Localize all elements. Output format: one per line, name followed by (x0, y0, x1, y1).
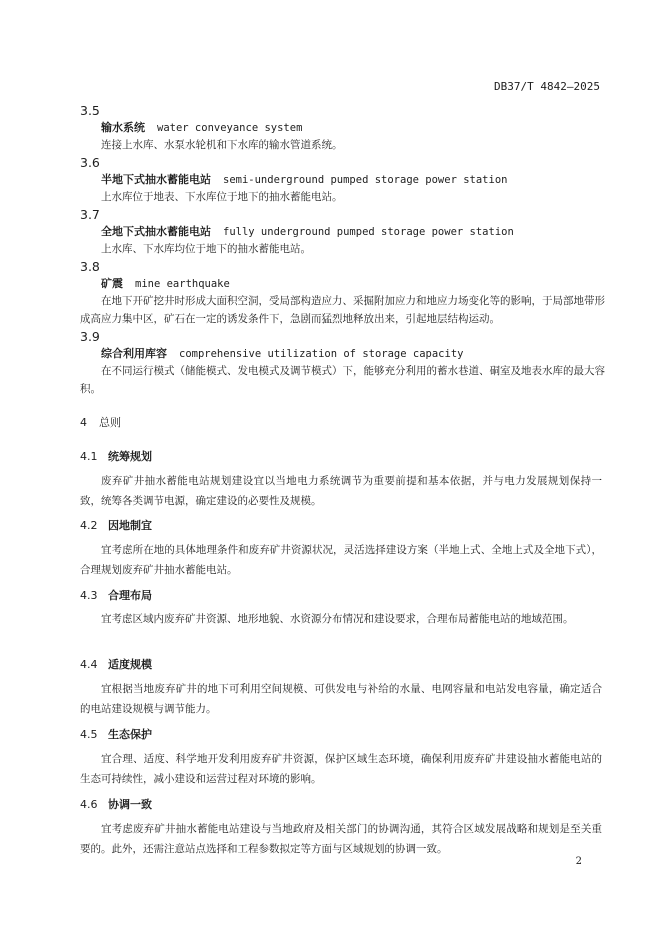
section-number: 4.2 (80, 519, 98, 532)
section-heading (80, 726, 152, 742)
section-heading (80, 517, 152, 533)
term-number: 3.6 (80, 155, 100, 170)
chapter-title: 总则 (99, 416, 121, 429)
document-number: DB37/T 4842—2025 (494, 80, 600, 93)
section-body: 宜考虑区域内废弃矿井资源、地形地貌、水资源分布情况和建设要求，合理布局蓄能电站的地域范围。 (101, 613, 574, 625)
term-entry (80, 206, 610, 258)
chapter-heading (80, 414, 121, 430)
section-title: 合理布局 (108, 589, 152, 602)
section-number: 4.3 (80, 589, 98, 602)
term-chinese: 矿震 (101, 277, 123, 290)
section-number: 4.1 (80, 450, 98, 463)
section-heading (80, 587, 152, 603)
section-body: 宜根据当地废弃矿井的地下可利用空间规模、可供发电与补给的水量、电网容量和电站发电容量，确定适合的电站建设规模与调节能力。 (80, 683, 602, 715)
section-heading (80, 656, 152, 672)
term-entry (80, 154, 610, 206)
term-chinese: 综合利用库容 (101, 347, 167, 360)
section-title: 适度规模 (108, 658, 152, 671)
term-chinese: 输水系统 (101, 121, 145, 134)
term-heading (80, 119, 610, 136)
section-body: 宜考虑废弃矿井抽水蓄能电站建设与当地政府及相关部门的协调沟通，其符合区域发展战略和规划是至关重要的。此外，还需注意站点选择和工程参数拟定等方面与区域规划的协调一致。 (80, 823, 602, 855)
term-definition: 在地下开矿挖井时形成大面积空洞，受局部构造应力、采掘附加应力和地应力场变化等的影响，于局部地带形成高应力集中区，矿石在一定的诱发条件下，急剧而猛烈地释放出来，引起地层结构运动。 (80, 295, 605, 325)
section-heading (80, 796, 152, 812)
term-english: water conveyance system (157, 122, 303, 134)
term-entry (80, 102, 610, 154)
term-heading (80, 223, 610, 240)
section-body: 宜考虑所在地的具体地理条件和废弃矿井资源状况，灵活选择建设方案（半地上式、全地上式及全地下式），合理规划废弃矿井抽水蓄能电站。 (80, 544, 602, 576)
term-number: 3.7 (80, 207, 100, 222)
section-body: 宜合理、适度、科学地开发利用废弃矿井资源，保护区域生态环境，确保利用废弃矿井建设抽水蓄能电站的生态可持续性，减小建设和运营过程对环境的影响。 (80, 753, 602, 785)
term-chinese: 全地下式抽水蓄能电站 (101, 225, 211, 238)
term-english: comprehensive utilization of storage capacity (179, 348, 464, 360)
term-english: semi-underground pumped storage power station (223, 174, 508, 186)
term-chinese: 半地下式抽水蓄能电站 (101, 173, 211, 186)
chapter-number: 4 (80, 416, 87, 429)
section-number: 4.5 (80, 728, 98, 741)
page-number: 2 (575, 856, 582, 867)
section-title: 统筹规划 (108, 450, 152, 463)
section-title: 因地制宜 (108, 519, 152, 532)
term-number: 3.8 (80, 259, 100, 274)
term-heading (80, 345, 610, 362)
term-definition: 在不同运行模式（储能模式、发电模式及调节模式）下，能够充分利用的蓄水巷道、硐室及地表水库的最大容积。 (80, 365, 605, 395)
term-english: mine earthquake (135, 278, 230, 290)
section-heading (80, 448, 152, 464)
section-body: 废弃矿井抽水蓄能电站规划建设宜以当地电力系统调节为重要前提和基本依据，并与电力发展规划保持一致，统筹各类调节电源，确定建设的必要性及规模。 (80, 475, 602, 507)
section-number: 4.6 (80, 798, 98, 811)
term-definition: 上水库位于地表、下水库位于地下的抽水蓄能电站。 (101, 191, 343, 203)
term-heading (80, 171, 610, 188)
term-definition: 连接上水库、水泵水轮机和下水库的输水管道系统。 (101, 139, 343, 151)
term-number: 3.9 (80, 329, 100, 344)
term-english: fully underground pumped storage power station (223, 226, 514, 238)
section-title: 生态保护 (108, 728, 152, 741)
terms-list (80, 102, 610, 398)
term-entry (80, 328, 610, 398)
term-number: 3.5 (80, 103, 100, 118)
section-number: 4.4 (80, 658, 98, 671)
section-title: 协调一致 (108, 798, 152, 811)
term-entry (80, 258, 610, 328)
term-heading (80, 275, 610, 292)
term-definition: 上水库、下水库均位于地下的抽水蓄能电站。 (101, 243, 311, 255)
